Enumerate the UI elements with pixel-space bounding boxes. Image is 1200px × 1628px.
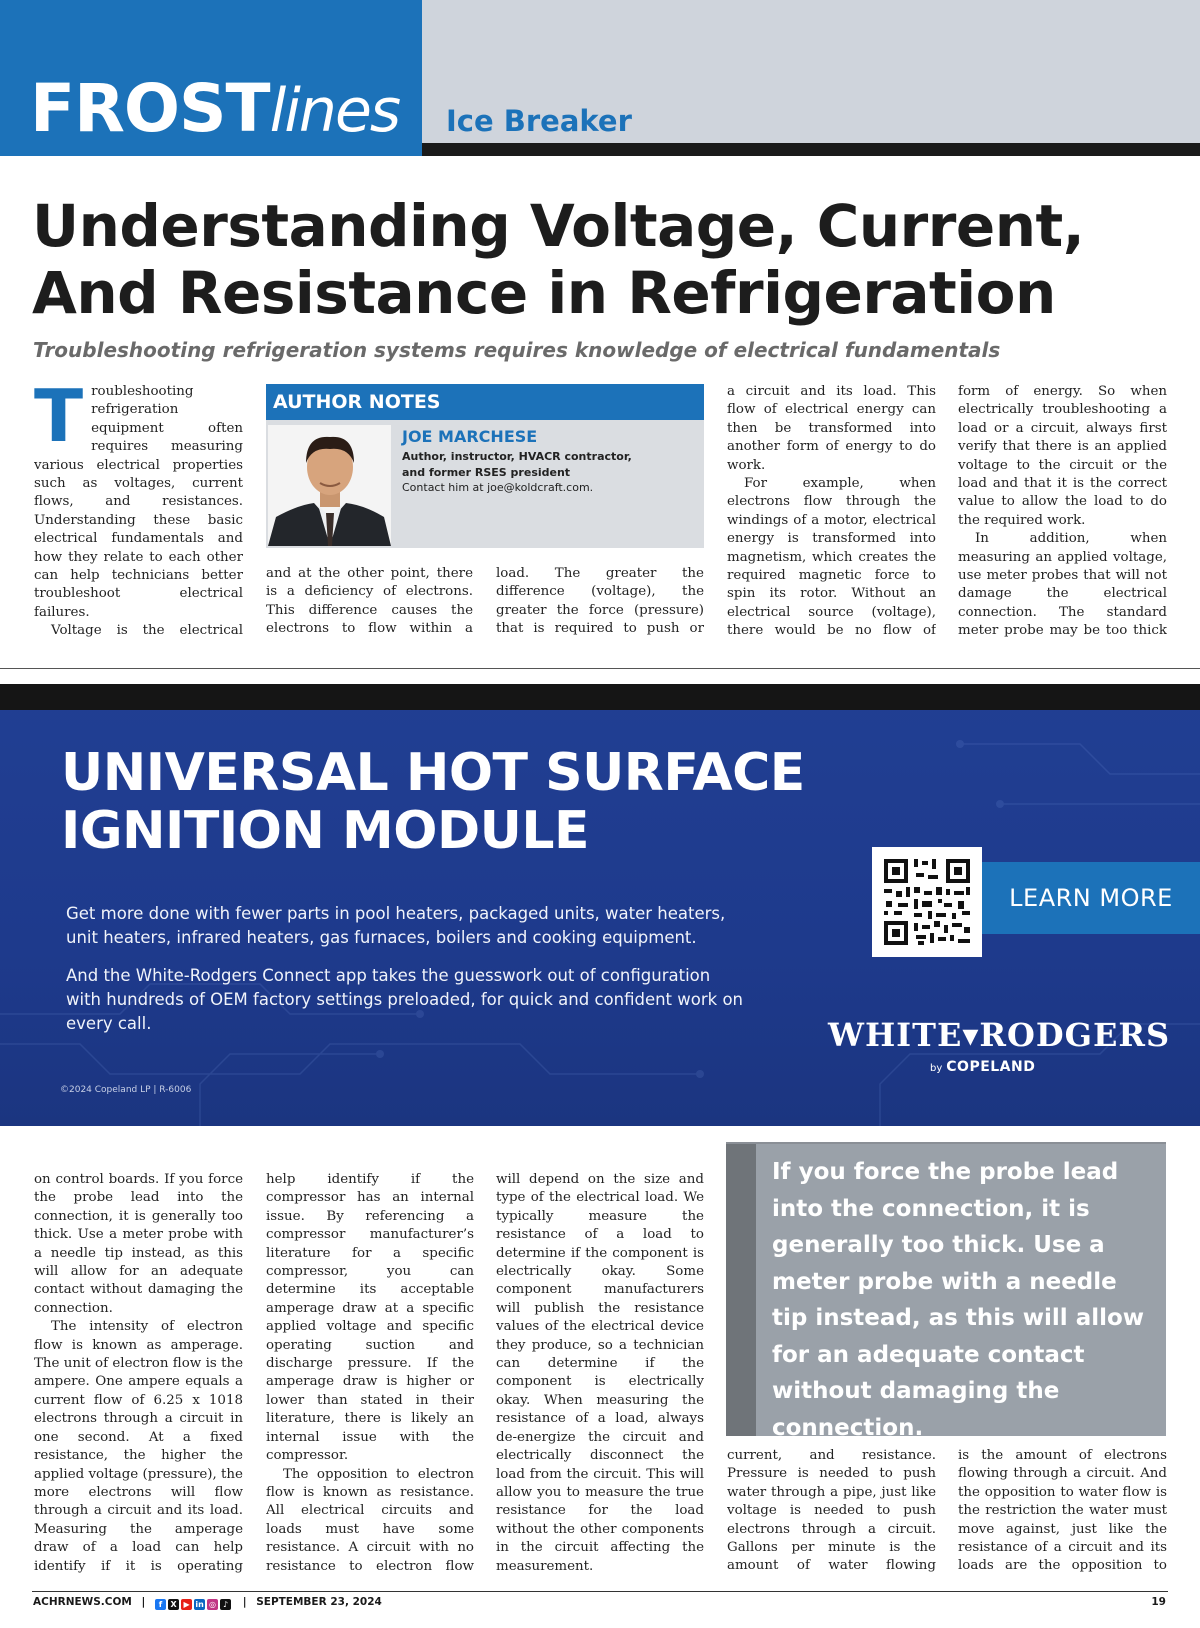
column-6 — [34, 1171, 243, 1578]
column-2 — [266, 565, 473, 640]
column-1 — [34, 383, 243, 640]
paragraph — [496, 1576, 704, 1578]
pull-quote: If you force the probe lead into the connection, it is generally too thick. Use a meter probe with a needle tip instead, as this will allow for an adequate contact without damaging the connection. — [772, 1159, 1145, 1441]
page-number: 19 — [1151, 1596, 1166, 1608]
white-rodgers-logo: WHITE▾RODGERS — [828, 1016, 1171, 1054]
article-dek: Troubleshooting refrigeration systems requires knowledge of electrical fundamentals — [33, 338, 1001, 362]
author-contact: Contact him at joe@koldcraft.com. — [402, 481, 594, 494]
article-headline — [32, 193, 1172, 327]
paragraph: In addition, when measuring an applied voltage, use meter probes that will not damage the electrical connection. The standard meter probe may be too thick — [958, 531, 1167, 639]
paragraph: Troubleshooting refrigeration equipment often requires measuring various electrical properties such as voltages, current flows, and resistances. Understanding these basic electrical fundamentals and how they relate to each other can help technicians better troubleshoot electrical failures. — [34, 383, 243, 620]
ad-paragraph-1: Get more done with fewer parts in pool heaters, packaged units, water heaters, unit heaters, infrared heaters, gas furnaces, boilers and cooking equipment. — [66, 904, 726, 947]
ad-copyright: ©2024 Copeland LP | R-6006 — [60, 1085, 192, 1095]
column-3 — [496, 565, 704, 640]
author-name: JOE MARCHESE — [402, 427, 538, 446]
headline-line-2: And Resistance in Refrigeration — [32, 259, 1056, 327]
footer-left — [33, 1596, 382, 1610]
paragraph: Voltage is the electrical — [51, 623, 243, 639]
column-7 — [266, 1171, 474, 1578]
paragraph: is the amount of electrons flowing through a circuit. And the opposition to water flow is the restriction the water must move against, just like the resistance of a circuit and its loads are the opposition to — [958, 1447, 1167, 1578]
instagram-icon[interactable]: ◎ — [207, 1599, 218, 1610]
logo-bold-text: FROST — [30, 70, 270, 147]
paragraph: and at the other point, there is a deficiency of electrons. This difference causes the electrons to flow within a — [266, 566, 473, 637]
section-divider — [0, 668, 1200, 669]
footer-separator: | — [242, 1596, 247, 1608]
footer-site[interactable]: ACHRNEWS.COM — [33, 1596, 132, 1608]
paragraph: a circuit and its load. This flow of electrical energy can then be transformed into another form of energy to do work. — [727, 384, 936, 473]
author-portrait-image — [268, 425, 391, 546]
paragraph: form of energy. So when electrically troubleshooting a load or a circuit, always first verify that there is an applied voltage to the circuit or the load and that it is the correct value to allow the load to do the required work. — [958, 384, 1167, 528]
paragraph: will depend on the size and type of the electrical load. We typically measure the resistance of a load to determine if the component is electrically okay. Some component manufacturers will publish the resistance values of the electrical device they produce, so a technician can determine if the component is electrically okay. When measuring the resistance of a load, always de-energize the circuit and electrically disconnect the load from the circuit. This will allow you to measure the true resistance for the load without the other components in the circuit affecting the measurement. — [496, 1172, 704, 1574]
author-notes-header: AUTHOR NOTES — [266, 384, 704, 420]
column-8 — [496, 1171, 704, 1578]
logo-light-text: lines — [269, 76, 400, 146]
qr-code-icon[interactable] — [872, 847, 982, 957]
paragraph: The intensity of electron flow is known as amperage. The unit of electron flow is the ampere. One ampere equals a current flow of 6.25 x 1018 electrons through a circuit in one second. At a fixed resistance, the higher the applied voltage (pressure), the more electrons will flow through a circuit and its load. Measuring the amperage draw of a load can help identify if it is operating — [34, 1319, 243, 1574]
column-4 — [727, 383, 936, 640]
ad-headline: UNIVERSAL HOT SURFACE IGNITION MODULE — [61, 743, 805, 861]
paragraph: on control boards. If you force the probe lead into the connection, it is generally too thick. Use a meter probe with a needle tip instead, as this will allow for an adequate contact without damaging the connection. — [34, 1172, 243, 1316]
masthead-rule — [422, 143, 1200, 156]
paragraph: current, and resistance. Pressure is needed to push water through a pipe, just like voltage is needed to push electrons through a circuit. Gallons per minute is the amount of water flowing — [727, 1448, 936, 1574]
learn-more-button[interactable]: LEARN MORE — [982, 862, 1200, 934]
footer-date: SEPTEMBER 23, 2024 — [256, 1596, 382, 1608]
youtube-icon[interactable]: ▶ — [181, 1599, 192, 1610]
footer-separator: | — [141, 1596, 146, 1608]
author-role: Author, instructor, HVACR contractor, and former RSES president — [402, 450, 632, 479]
column-5 — [958, 383, 1167, 640]
advertisement[interactable] — [0, 684, 1200, 1126]
drop-cap: T — [34, 383, 84, 458]
paragraph: The opposition to electron flow is known as resistance. All electrical circuits and loads must have some resistance. A circuit with no resistance to electron flow — [266, 1466, 474, 1574]
headline-line-1: Understanding Voltage, Current, — [32, 192, 1085, 260]
paragraph: help identify if the compressor has an internal issue. By referencing a compressor manufacturer’s literature for a specific compressor, you can determine its acceptable amperage draw at a specific applied voltage and specific operating suction and discharge pressure. If the amperage draw is higher or lower than stated in their literature, there is likely an internal issue with the compressor. — [266, 1172, 474, 1464]
pull-quote-box — [756, 1144, 1166, 1441]
section-title: Ice Breaker — [446, 104, 632, 138]
author-notes-box — [266, 384, 704, 548]
ad-paragraph-2: And the White-Rodgers Connect app takes the guesswork out of configuration with hundreds of OEM factory settings preloaded, for quick and confident work on every call. — [66, 966, 743, 1033]
frostlines-logo — [30, 70, 399, 147]
author-photo — [268, 425, 391, 546]
copeland-logo: by COPELAND — [930, 1059, 1036, 1075]
pull-quote-stripe — [726, 1144, 756, 1436]
tiktok-icon[interactable]: ♪ — [220, 1599, 231, 1610]
x-icon[interactable]: X — [168, 1599, 179, 1610]
column-10 — [958, 1447, 1167, 1578]
column-9 — [727, 1447, 936, 1578]
footer-rule — [32, 1591, 1168, 1592]
paragraph: For example, when electrons flow through the windings of a motor, electrical energy is transformed into magnetism, which creates the required magnetic force to spin its rotor. Without an electrical source (voltage), there would be no flow of — [727, 476, 936, 639]
facebook-icon[interactable]: f — [155, 1599, 166, 1610]
linkedin-icon[interactable]: in — [195, 1600, 204, 1609]
paragraph: load. The greater the difference (voltage), the greater the force (pressure) that is required to push or — [496, 566, 704, 637]
